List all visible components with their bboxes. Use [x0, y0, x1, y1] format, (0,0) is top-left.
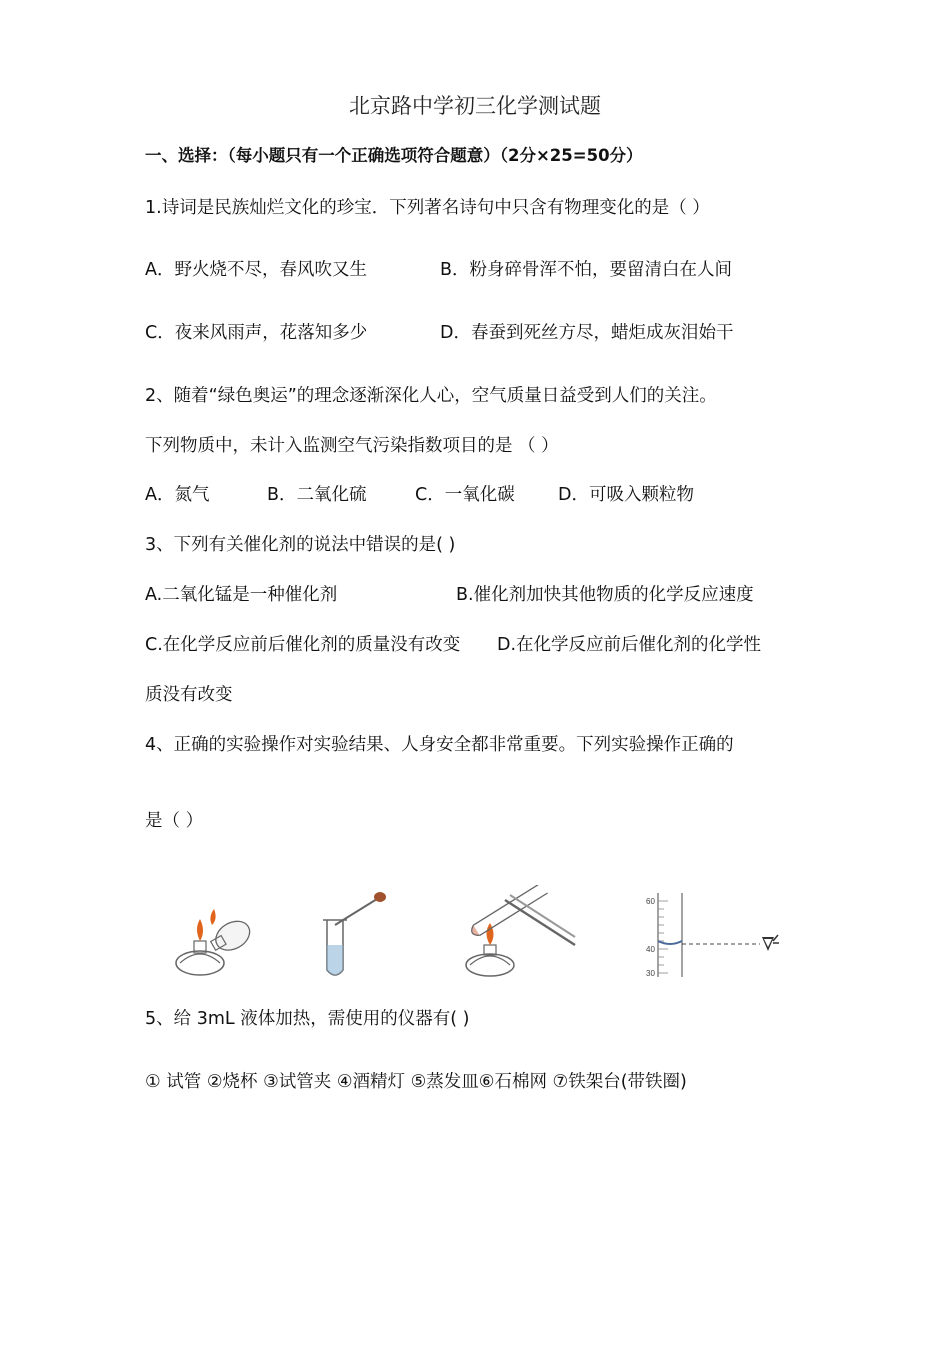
q3-stem: 3、下列有关催化剂的说法中错误的是( ) — [145, 535, 456, 555]
q2-stem-line1: 2、随着“绿色奥运”的理念逐渐深化人心，空气质量日益受到人们的关注。 — [145, 386, 717, 406]
dropper-test-tube-figure — [315, 885, 395, 980]
q2-stem-line2: 下列物质中，未计入监测空气污染指数项目的是 （ ） — [145, 436, 559, 456]
cylinder-tick-40: 40 — [646, 945, 655, 954]
q4-figures — [160, 885, 800, 985]
q3-option-d: D.在化学反应前后催化剂的化学性 — [497, 635, 762, 655]
q1-option-d: D．春蚕到死丝方尽，蜡炬成灰泪始干 — [440, 323, 734, 343]
heating-test-tube-figure — [455, 885, 585, 980]
cylinder-tick-60: 60 — [646, 897, 655, 906]
cylinder-tick-30: 30 — [646, 969, 655, 978]
q4-stem-line1: 4、正确的实验操作对实验结果、人身安全都非常重要。下列实验操作正确的 — [145, 735, 734, 755]
q2-option-c: C．一氧化碳 — [415, 485, 515, 505]
alcohol-lamp-lighting-figure — [170, 885, 260, 980]
q3-option-b: B.催化剂加快其他物质的化学反应速度 — [456, 585, 754, 605]
q3-option-a: A.二氧化锰是一种催化剂 — [145, 585, 338, 605]
q5-instrument-options: ① 试管 ②烧杯 ③试管夹 ④酒精灯 ⑤蒸发皿⑥石棉网 ⑦铁架台(带铁圈) — [145, 1072, 687, 1092]
eye-icon — [762, 935, 779, 951]
q3-option-d-continued: 质没有改变 — [145, 685, 233, 705]
section-heading: 一、选择：（每小题只有一个正确选项符合题意）（2分×25=50分） — [145, 146, 643, 165]
q2-option-d: D．可吸入颗粒物 — [558, 485, 694, 505]
page-title: 北京路中学初三化学测试题 — [349, 94, 601, 118]
measuring-cylinder-figure — [640, 885, 800, 980]
q4-stem-line2: 是（ ） — [145, 811, 204, 831]
q1-stem: 1.诗词是民族灿烂文化的珍宝．下列著名诗句中只含有物理变化的是（ ） — [145, 198, 710, 218]
q2-option-a: A．氮气 — [145, 485, 210, 505]
q1-option-a: A．野火烧不尽，春风吹又生 — [145, 260, 367, 280]
q3-option-c: C.在化学反应前后催化剂的质量没有改变 — [145, 635, 461, 655]
q1-option-c: C．夜来风雨声，花落知多少 — [145, 323, 368, 343]
q1-option-b: B．粉身碎骨浑不怕，要留清白在人间 — [440, 260, 733, 280]
q2-option-b: B．二氧化硫 — [267, 485, 367, 505]
q5-stem: 5、给 3mL 液体加热，需使用的仪器有( ) — [145, 1009, 470, 1029]
